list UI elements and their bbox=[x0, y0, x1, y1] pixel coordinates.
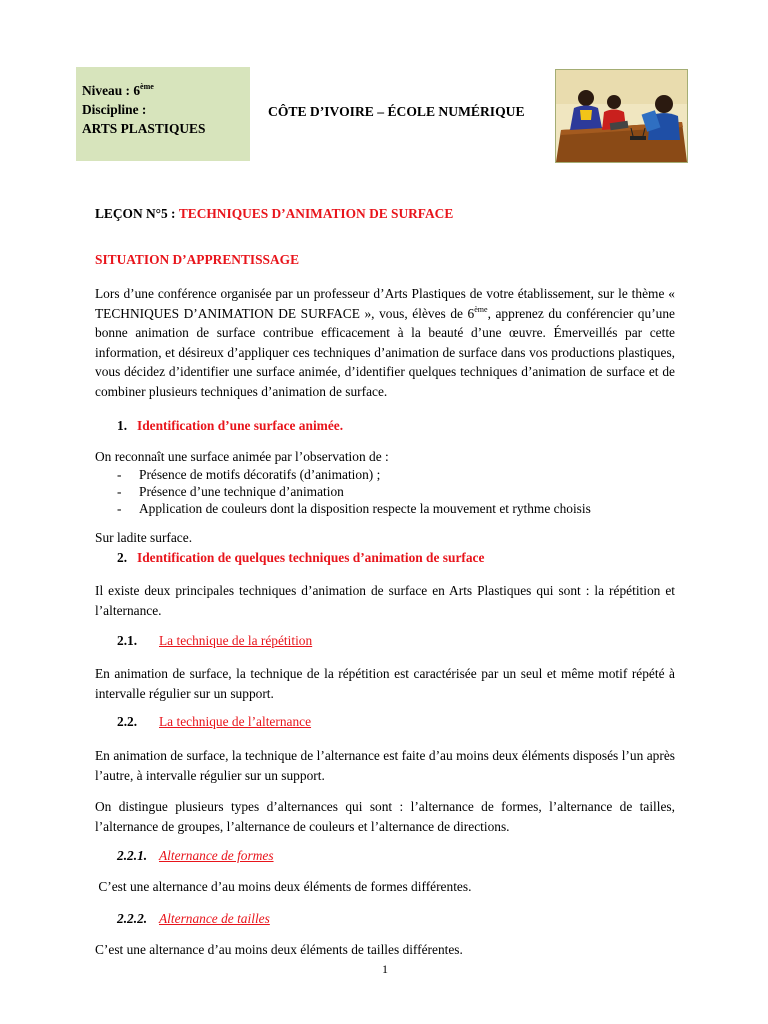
section-2-2-title: La technique de l’alternance bbox=[159, 714, 312, 729]
niveau-label: Niveau : 6 bbox=[82, 83, 141, 98]
section-2-2-2-heading bbox=[117, 911, 270, 927]
header-title: CÔTE D’IVOIRE – ÉCOLE NUMÉRIQUE bbox=[268, 104, 525, 119]
section-2-2-text-2: On distingue plusieurs types d’alternances qui sont : l’alternance de formes, l’alternance de tailles, l’alternance de groupes, l’alternance de couleurs et l’alternance de directions. bbox=[95, 799, 675, 834]
niveau-sup: ème bbox=[140, 82, 154, 91]
section-2-number: 2. bbox=[117, 550, 128, 565]
lesson-title bbox=[95, 206, 453, 222]
situation-text-2: , apprenez du conférencier qu’une bonne animation de surface contribue efficacement à la beauté d’une œuvre. Émerveillés par cette information, et désireux d’appliquer ces techniques d’animation de surface dans vos productions plastiques, vous décidez d’identifier une surface animée, d’identifier quelques techniques d’animation de surface et de combiner plusieurs techniques d’animation de surface. bbox=[95, 305, 675, 399]
situation-heading: SITUATION D’APPRENTISSAGE bbox=[95, 252, 299, 267]
section-2-2-2-text: C’est une alternance d’au moins deux éléments de tailles différentes. bbox=[95, 942, 463, 957]
section-1-title: Identification d’une surface animée. bbox=[137, 418, 344, 433]
section-2-1-heading bbox=[117, 633, 312, 649]
section-2-2-2-title: Alternance de tailles bbox=[159, 911, 270, 926]
section-2-2-2-number: 2.2.2. bbox=[117, 911, 148, 926]
section-2-1-title: La technique de la répétition bbox=[159, 633, 313, 648]
section-2-2-1-heading bbox=[117, 848, 274, 864]
section-2-2-1-text: C’est une alternance d’au moins deux éléments de formes différentes. bbox=[95, 879, 472, 894]
section-2-2-text-1: En animation de surface, la technique de l’alternance est faite d’au moins deux éléments disposés l’un après l’autre, à intervalle régulier sur un support. bbox=[95, 748, 675, 783]
list-item: - Présence de motifs décoratifs (d’animation) ; bbox=[117, 467, 381, 482]
page-number: 1 bbox=[382, 962, 388, 976]
situation-sup: ème bbox=[474, 304, 488, 314]
section-2-intro: Il existe deux principales techniques d’animation de surface en Arts Plastiques qui sont : la répétition et l’alternance. bbox=[95, 583, 675, 618]
discipline-label: Discipline : bbox=[82, 102, 147, 117]
section-1-outro: Sur ladite surface. bbox=[95, 530, 193, 545]
lesson-name: TECHNIQUES D’ANIMATION DE SURFACE bbox=[178, 206, 454, 221]
list-item: - Présence d’une technique d’animation bbox=[117, 484, 344, 499]
section-2-2-1-title: Alternance de formes bbox=[159, 848, 274, 863]
list-item: - Application de couleurs dont la disposition respecte la mouvement et rythme choisis bbox=[117, 501, 591, 516]
discipline-value: ARTS PLASTIQUES bbox=[82, 121, 206, 136]
section-2-1-number: 2.1. bbox=[117, 633, 138, 648]
students-illustration-icon bbox=[556, 70, 687, 162]
section-1-heading bbox=[117, 418, 343, 434]
info-box bbox=[76, 67, 250, 161]
section-1-list bbox=[117, 466, 677, 517]
situation-text-1: Lors d’une conférence organisée par un professeur d’Arts Plastiques de votre établissement, sur le thème « TECHNIQUES D’ANIMATION DE SURFACE », vous, élèves de 6 bbox=[95, 286, 675, 321]
section-1-number: 1. bbox=[117, 418, 128, 433]
students-photo bbox=[555, 69, 688, 163]
section-2-1-text: En animation de surface, la technique de la répétition est caractérisée par un seul et même motif répété à intervalle régulier sur un support. bbox=[95, 666, 675, 701]
section-2-heading bbox=[117, 550, 484, 566]
section-2-title: Identification de quelques techniques d’animation de surface bbox=[137, 550, 485, 565]
section-1-intro: On reconnaît une surface animée par l’observation de : bbox=[95, 449, 389, 464]
niveau-line bbox=[82, 81, 250, 100]
section-2-2-heading bbox=[117, 714, 311, 730]
section-2-2-1-number: 2.2.1. bbox=[117, 848, 148, 863]
section-2-2-number: 2.2. bbox=[117, 714, 138, 729]
situation-paragraph bbox=[95, 284, 675, 401]
lesson-prefix: LEÇON N°5 : bbox=[95, 206, 176, 221]
